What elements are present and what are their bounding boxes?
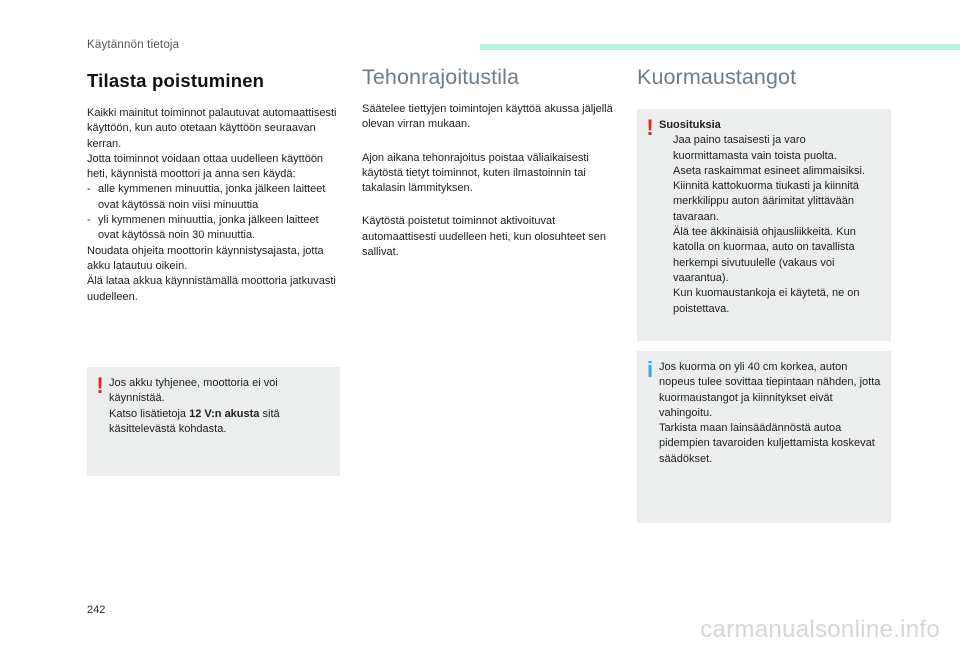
paragraph-power-1: Säätelee tiettyjen toimintojen käyttöä akussa jäljellä olevan virran mukaan. <box>362 103 613 131</box>
bullet-icon <box>659 286 673 317</box>
heading-exit-mode: Tilasta poistuminen <box>87 70 265 91</box>
list-item-text: Älä tee äkkinäisiä ohjausliikkeitä. Kun katolla on kuormaa, auto on tavallista herkempi sivutuulelle (vakaus voi vaarantua). <box>673 226 856 284</box>
recommendations-title: Suosituksia <box>659 119 721 131</box>
recommendations-box <box>637 109 891 341</box>
list-item <box>659 133 881 164</box>
info-text-1: Jos kuorma on yli 40 cm korkea, auton nopeus tulee sovittaa tiepintaan nähden, jotta kuormaustangot ja kiinnitykset eivät vahingoitu. <box>659 361 881 419</box>
bullet-icon <box>659 133 673 164</box>
paragraph-power-2: Ajon aikana tehonrajoitus poistaa väliaikaisesti käytöstä tietyt toiminnot, kuten ilmastoinnin tai takalasin lämmityksen. <box>362 151 589 195</box>
section-header: Käytännön tietoja <box>87 39 180 51</box>
info-text-2: Tarkista maan lainsäädännöstä autoa pidempien tavaroiden kuljettamista koskevat säädökset. <box>659 422 875 465</box>
list-item <box>659 179 881 225</box>
list-item <box>87 182 342 213</box>
info-icon: i <box>646 357 654 382</box>
bullet-icon <box>659 179 673 225</box>
right-column <box>637 65 892 102</box>
watermark: carmanualsonline.info <box>700 616 940 643</box>
see-prefix: Katso lisätietoja <box>109 407 190 420</box>
list-item-text: Kiinnitä kattokuorma tiukasti ja kiinnitä merkkilippu auton äärimitat ylittävään tavaraan. <box>673 180 859 223</box>
page-number: 242 <box>87 604 106 616</box>
heading-power-limit: Tehonrajoitustila <box>362 65 520 89</box>
info-box <box>637 351 891 523</box>
list-item-text: yli kymmenen minuuttia, jonka jälkeen laitteet ovat käytössä noin 30 minuuttia. <box>98 214 319 242</box>
heading-roof-bars: Kuormaustangot <box>637 65 797 89</box>
list-item <box>659 225 881 286</box>
list-item-text: alle kymmenen minuuttia, jonka jälkeen laitteet ovat käytössä noin viisi minuuttia <box>98 183 326 211</box>
paragraph-restart: Jotta toiminnot voidaan ottaa uudelleen käyttöön heti, käynnistä moottori ja anna sen käydä: <box>87 152 324 181</box>
list-item <box>87 213 342 244</box>
paragraph-power-3: Käytöstä poistetut toiminnot aktivoituvat automaattisesti uudelleen heti, kun olosuhteet sen sallivat. <box>362 215 606 259</box>
paragraph-start-time: Noudata ohjeita moottorin käynnistysajasta, jotta akku latautuu oikein. <box>87 244 324 272</box>
list-item-text: Aseta raskaimmat esineet alimmaisiksi. <box>673 164 865 177</box>
see-link-text: 12 V:n akusta <box>189 407 260 420</box>
header-accent-bar <box>480 44 960 50</box>
list-item-text: Jaa paino tasaisesti ja varo kuormittamasta vain toista puolta. <box>673 134 837 162</box>
see-suffix: sitä käsittelevästä kohdasta. <box>109 407 280 435</box>
dash-marker: - <box>87 214 91 227</box>
paragraph-intro: Kaikki mainitut toiminnot palautuvat automaattisesti käyttöön, kun auto otetaan käyttöön seuraavan kerran. <box>87 107 337 150</box>
left-column <box>87 65 342 305</box>
paragraph-no-charging: Älä lataa akkua käynnistämällä moottoria jatkuvasti uudelleen. <box>87 275 336 303</box>
warning-icon: ! <box>96 373 104 398</box>
bullet-icon <box>659 225 673 286</box>
middle-column <box>362 65 617 260</box>
dash-marker: - <box>87 183 91 196</box>
warning-see-more <box>109 407 330 438</box>
list-item-text: Kun kuomaustankoja ei käytetä, ne on poistettava. <box>673 287 860 315</box>
list-item <box>659 164 881 179</box>
warning-icon: ! <box>646 115 654 140</box>
battery-warning-box <box>87 367 340 476</box>
warning-text: Jos akku tyhjenee, moottoria ei voi käynnistää. <box>109 377 278 405</box>
list-item <box>659 286 881 317</box>
bullet-icon <box>659 164 673 179</box>
